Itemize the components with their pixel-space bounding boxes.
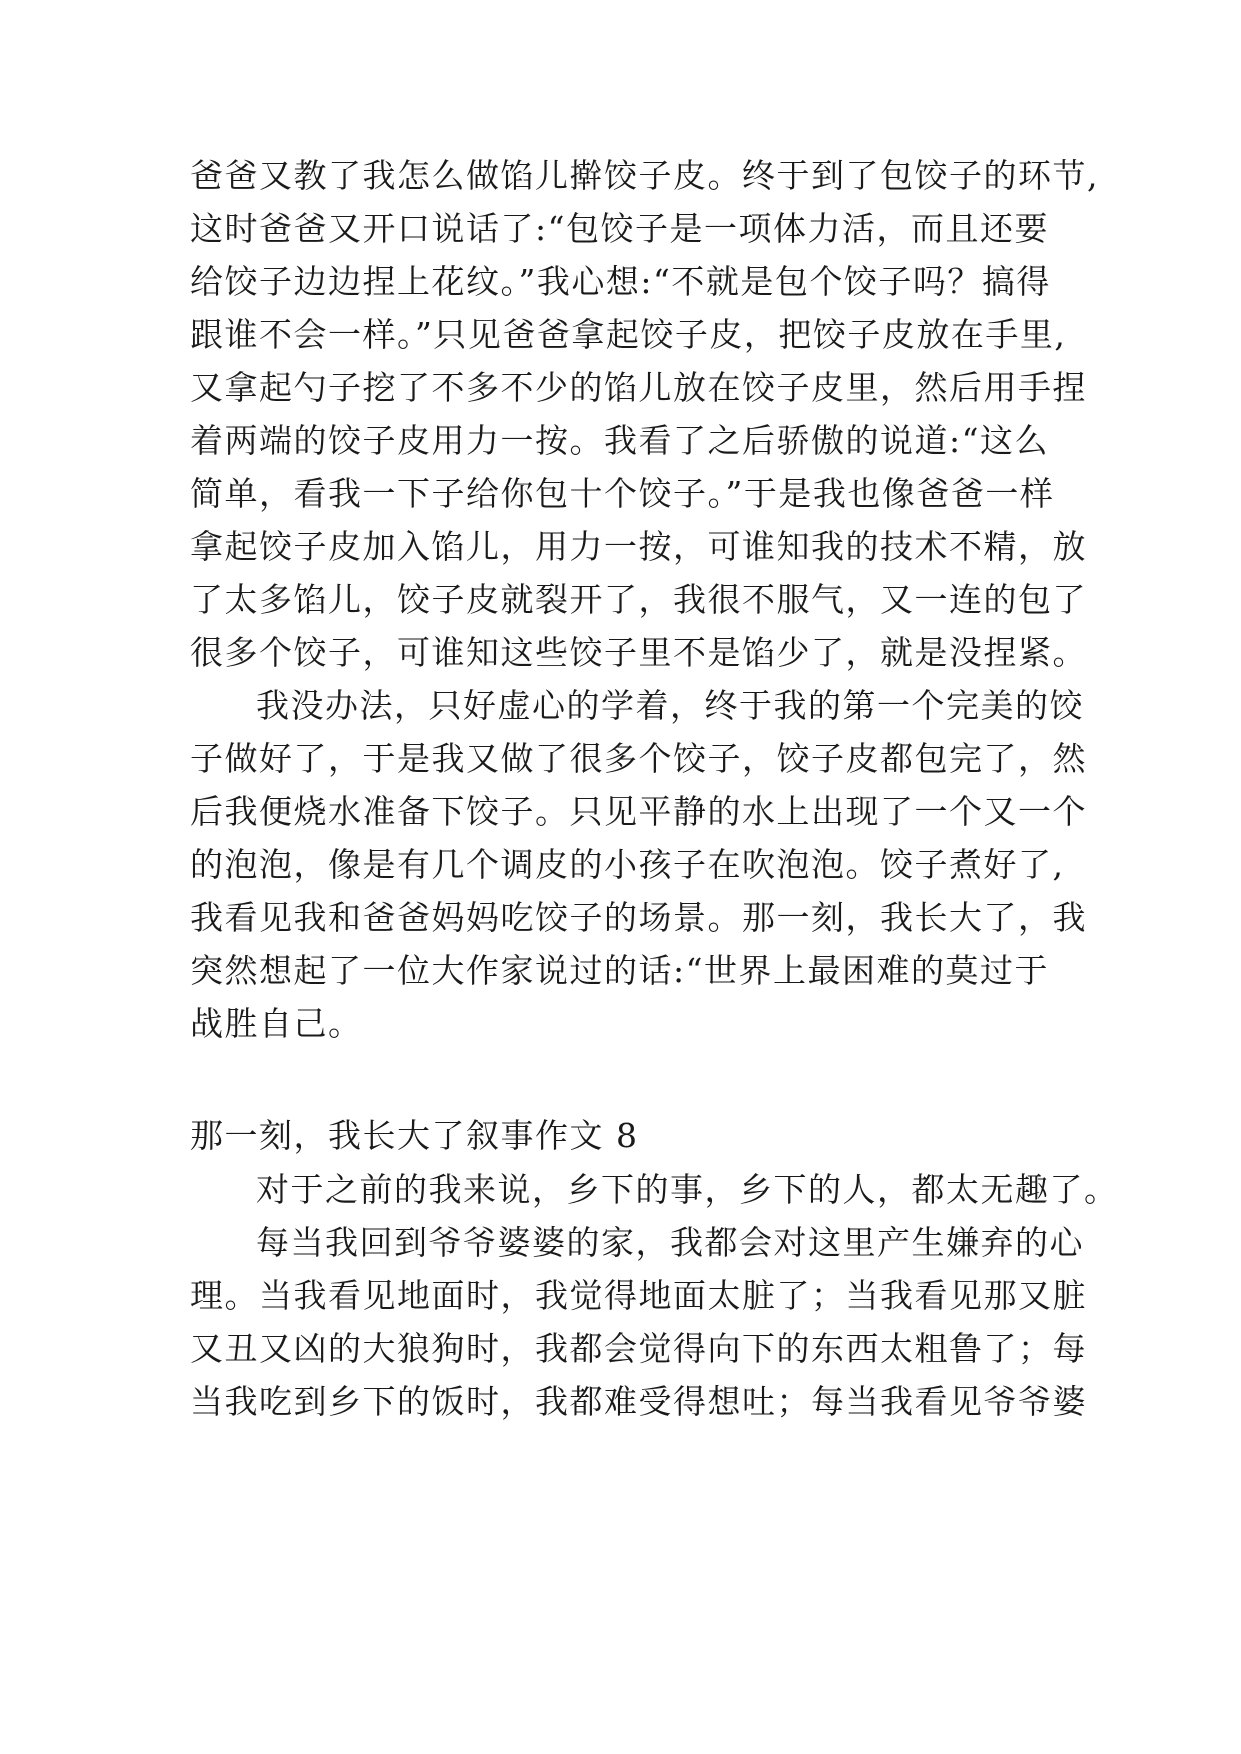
text-line: 很多个饺子，可谁知这些饺子里不是馅少了，就是没捏紧。 <box>190 633 1087 672</box>
text-line: 拿起饺子皮加入馅儿，用力一按，可谁知我的技术不精，放 <box>190 527 1087 566</box>
text-line: 又拿起勺子挖了不多不少的馅儿放在饺子皮里，然后用手捏 <box>190 368 1087 407</box>
text-line: 突然想起了一位大作家说过的话:“世界上最困难的莫过于 <box>190 951 1049 990</box>
text-line: 了太多馅儿，饺子皮就裂开了，我很不服气，又一连的包了 <box>190 580 1087 619</box>
text-line: 每当我回到爷爷婆婆的家，我都会对这里产生嫌弃的心 <box>256 1223 1084 1262</box>
text-line: 战胜自己。 <box>190 1004 363 1043</box>
text-line: 理。当我看见地面时，我觉得地面太脏了；当我看见那又脏 <box>190 1276 1087 1315</box>
text-line: 简单，看我一下子给你包十个饺子。”于是我也像爸爸一样 <box>190 474 1055 513</box>
text-line: 又丑又凶的大狼狗时，我都会觉得向下的东西太粗鲁了；每 <box>190 1329 1087 1368</box>
text-line: 给饺子边边捏上花纹。”我心想:“不就是包个饺子吗？搞得 <box>190 262 1051 301</box>
text-line: 我没办法，只好虚心的学着，终于我的第一个完美的饺 <box>256 686 1084 725</box>
text-line: 后我便烧水准备下饺子。只见平静的水上出现了一个又一个 <box>190 792 1087 831</box>
text-line: 的泡泡，像是有几个调皮的小孩子在吹泡泡。饺子煮好了, <box>190 845 1065 884</box>
text-line: 我看见我和爸爸妈妈吃饺子的场景。那一刻，我长大了，我 <box>190 898 1087 937</box>
text-line: 跟谁不会一样。”只见爸爸拿起饺子皮，把饺子皮放在手里, <box>190 315 1067 354</box>
text-line: 这时爸爸又开口说话了:“包饺子是一项体力活，而且还要 <box>190 209 1049 248</box>
text-line: 爸爸又教了我怎么做馅儿擀饺子皮。终于到了包饺子的环节, <box>190 156 1099 195</box>
text-line: 着两端的饺子皮用力一按。我看了之后骄傲的说道:“这么 <box>190 421 1049 460</box>
text-line: 当我吃到乡下的饭时，我都难受得想吐；每当我看见爷爷婆 <box>190 1382 1087 1421</box>
text-line: 对于之前的我来说，乡下的事，乡下的人，都太无趣了。 <box>256 1170 1119 1209</box>
text-line: 子做好了，于是我又做了很多个饺子，饺子皮都包完了，然 <box>190 739 1087 778</box>
section-title: 那一刻，我长大了叙事作文 8 <box>190 1116 639 1155</box>
